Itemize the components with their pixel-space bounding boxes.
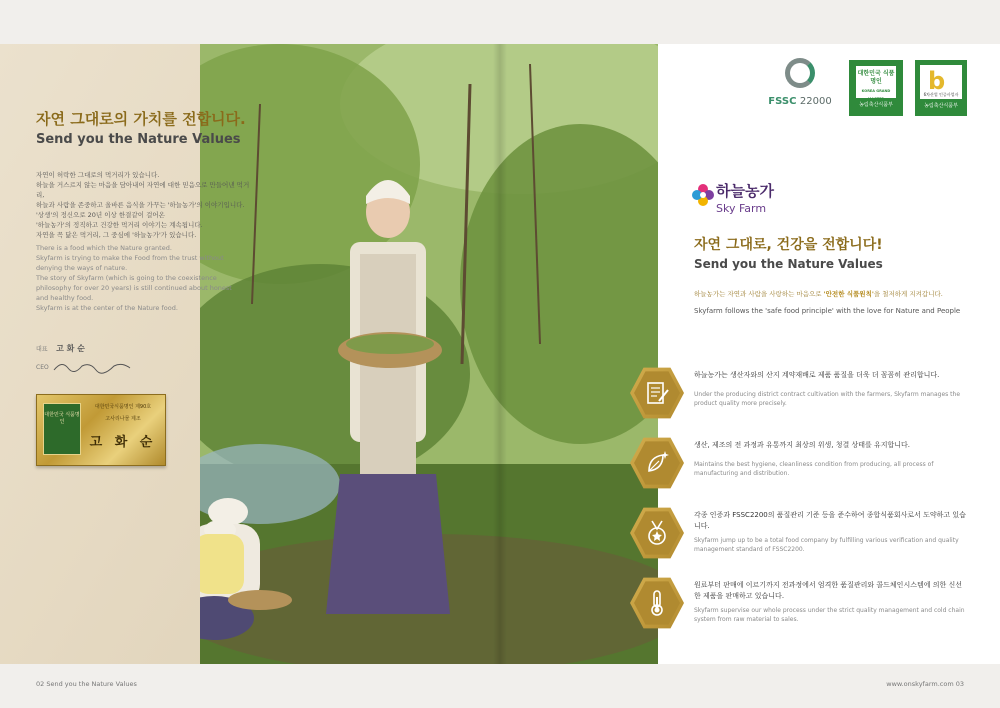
page-fold-shadow bbox=[493, 44, 507, 664]
farm-photo-illustration bbox=[200, 44, 658, 664]
left-body-ko bbox=[36, 170, 256, 240]
grand-master-badge bbox=[849, 60, 903, 116]
sign-name: 고 화 순 bbox=[56, 344, 85, 353]
intro-ko-post: 을 철저하게 지켜갑니다. bbox=[873, 290, 943, 298]
feature-text-ko: 각종 인증과 FSSC2200의 품질관리 기준 등을 준수하여 종합식품회사로서 도약하고 있습니다. bbox=[694, 511, 966, 530]
feature-certification bbox=[630, 506, 980, 568]
body-ko-line: 자연을 꼭 닮은 먹거리, 그 중심에 '하늘농가'가 있습니다. bbox=[36, 231, 197, 239]
grand-master-plaque bbox=[36, 394, 166, 466]
feature-contract-cultivation bbox=[630, 366, 980, 428]
feature-cold-chain bbox=[630, 576, 980, 638]
feature-text-en: Skyfarm supervise our whole process under the strict quality management and cold chain system from raw material to sales. bbox=[694, 607, 965, 623]
feature-text-en: Skyfarm jump up to be a total food company by fulfilling various verification and quality management standard of FSSC2200. bbox=[694, 537, 959, 553]
body-ko-line: 하늘을 거스르지 않는 마음을 담아내어 자연에 대한 믿음으로 만들어낸 먹거리, bbox=[36, 181, 250, 199]
left-headline-en: Send you the Nature Values bbox=[36, 132, 241, 147]
right-intro-en: Skyfarm follows the 'safe food principle' with the love for Nature and People bbox=[694, 307, 961, 315]
certification-logos bbox=[765, 58, 969, 118]
plaque-seal-text: 대한민국 식품명인 bbox=[44, 412, 80, 425]
body-en-line: The story of Skyfarm (which is going to the coexistence bbox=[36, 274, 217, 282]
body-en-line: philosophy for over 20 years) is still continued about honest bbox=[36, 284, 232, 292]
feature-text-ko: 하늘농가는 생산자와의 산지 계약재배로 제품 품질을 더욱 더 꼼꼼히 관리합니다. bbox=[694, 371, 940, 379]
sign-role: 대표 bbox=[36, 346, 48, 353]
fssc-logo bbox=[765, 58, 835, 116]
body-en-line: denying the ways of nature. bbox=[36, 264, 128, 272]
body-en-line: Skyfarm is trying to make the Food from the trust without bbox=[36, 254, 224, 262]
leaf-sparkle-icon bbox=[643, 449, 671, 477]
flower-logo-icon bbox=[692, 184, 714, 206]
left-page-footer: 02 Send you the Nature Values bbox=[36, 680, 137, 688]
plaque-title: 대한민국식품명인 제90호 bbox=[94, 404, 152, 410]
medal-icon bbox=[643, 519, 671, 547]
fssc-ring-icon bbox=[785, 58, 815, 88]
feature-hygiene bbox=[630, 436, 980, 498]
left-headline-ko: 자연 그대로의 가치를 전합니다. bbox=[36, 110, 246, 128]
farm-photo bbox=[200, 44, 658, 664]
thermometer-icon bbox=[643, 589, 671, 617]
right-headline-ko: 자연 그대로, 건강을 전합니다! bbox=[694, 237, 883, 253]
badge1-text: 대한민국 식품명인 bbox=[857, 70, 895, 85]
right-intro-ko bbox=[694, 289, 943, 298]
body-en-line: and healthy food. bbox=[36, 294, 94, 302]
right-page-footer: www.onskyfarm.com 03 bbox=[886, 680, 964, 688]
body-ko-line: 자연이 허락한 그대로의 먹거리가 있습니다. bbox=[36, 171, 160, 179]
sixth-industry-badge-inner bbox=[920, 65, 962, 99]
fssc-number: 22000 bbox=[799, 96, 832, 107]
plaque-name: 고 화 순 bbox=[89, 435, 157, 450]
brand-name-en: Sky Farm bbox=[716, 202, 767, 215]
badge2-caption: 농림축산식품부 bbox=[924, 103, 958, 109]
fssc-label: FSSC bbox=[768, 96, 797, 107]
body-ko-line: 하늘과 사람을 존중하고 올바른 음식을 가꾸는 '하늘농가'의 이야기입니다. bbox=[36, 201, 245, 209]
ceo-label: CEO bbox=[36, 364, 49, 371]
badge2-mini: 6차산업 인증사업자 bbox=[923, 92, 959, 97]
feature-text-ko: 원료부터 판매에 이르기까지 전과정에서 엄격한 품질관리와 콜드체인시스템에 의한 신선한 제품을 판매하고 있습니다. bbox=[694, 581, 962, 600]
handwritten-signature bbox=[52, 360, 132, 374]
signature-block bbox=[36, 343, 85, 354]
document-pen-icon bbox=[643, 379, 671, 407]
sixth-industry-badge bbox=[915, 60, 967, 116]
plaque-seal bbox=[43, 403, 81, 455]
feature-text-en: Under the producing district contract cultivation with the farmers, Skyfarm manages the product quality more precisely. bbox=[694, 391, 961, 407]
brand-name-ko: 하늘농가 bbox=[716, 182, 774, 200]
badge1-caption: 농림축산식품부 bbox=[859, 102, 893, 108]
intro-ko-emphasis: '안전한 식품원칙' bbox=[823, 290, 874, 298]
body-en-line: There is a food which the Nature granted. bbox=[36, 244, 172, 252]
body-ko-line: '하늘농가'의 정직하고 건강한 먹거리 이야기는 계속됩니다. bbox=[36, 221, 203, 229]
plaque-subtitle: 고사리나물 제조 bbox=[105, 416, 141, 422]
feature-text-en: Maintains the best hygiene, cleanliness condition from producing, all process of manufacturing and distribution. bbox=[694, 461, 934, 477]
fssc-text bbox=[765, 96, 835, 107]
body-en-line: Skyfarm is at the center of the Nature food. bbox=[36, 304, 178, 312]
body-ko-line: '상생'의 정신으로 20년 이상 한결같이 걸어온 bbox=[36, 211, 165, 219]
left-body-en bbox=[36, 243, 246, 313]
grand-master-badge-inner bbox=[856, 66, 896, 101]
badge2-letter: b bbox=[928, 67, 946, 95]
right-headline-en: Send you the Nature Values bbox=[694, 257, 883, 271]
skyfarm-brand-logo bbox=[692, 180, 802, 220]
intro-ko-pre: 하늘농가는 자연과 사람을 사랑하는 마음으로 bbox=[694, 290, 824, 298]
badge1-sub: KOREA GRAND MASTER bbox=[861, 89, 891, 101]
feature-text-ko: 생산, 제조의 전 과정과 유통까지 최상의 위생, 청결 상태를 유지합니다. bbox=[694, 441, 911, 449]
